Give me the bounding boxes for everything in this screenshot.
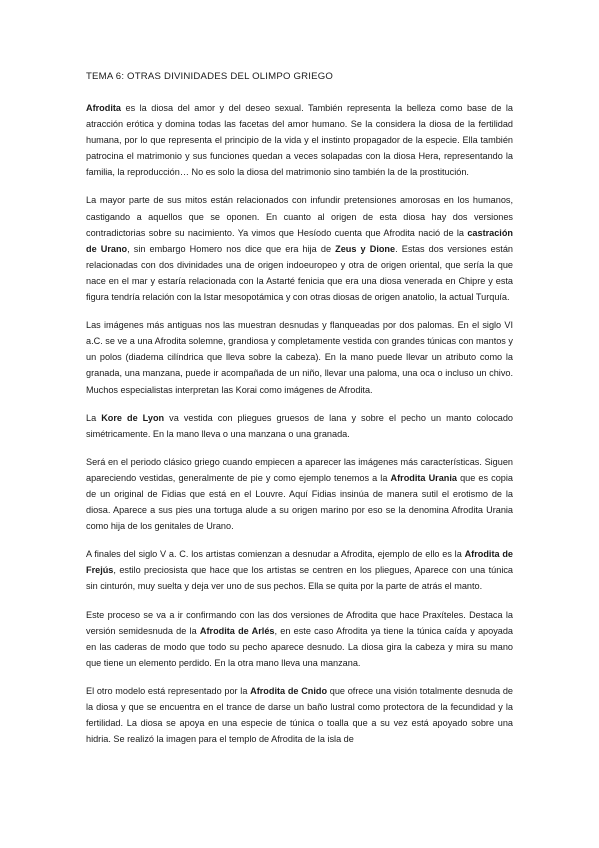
paragraph-afrodita-urania bbox=[86, 454, 513, 534]
text-run: que es copia de un original de Fidias que está en el Louvre. Aquí Fidias insinúa de manera sutil el erotismo de la diosa. Aparece a sus pies una tortuga alude a su origen marino por eso se la denomina Afrodita Urania como hija de los genitales de Urano. bbox=[86, 472, 513, 532]
text-run: . Estas dos versiones están relacionadas con dos divinidades una de origen indoeuropeo y otra de origen oriental, que sería la que nace en el mar y estaría relacionada con la Astarté fenicia que era una diosa venerada en Chipre y esta figura tendría relación con la Istar mesopotámica y con otras diosas de origen anatolio, la actual Turquía. bbox=[86, 243, 513, 303]
text-run: que ofrece una visión totalmente desnuda de la diosa y que se encuentra en el trance de darse un baño lustral como protectora de la fecundidad y la fertilidad. La diosa se apoya en una especie de túnica o toalla que a su vez está apoyado sobre una hidria. Se realizó la imagen para el templo de Afrodita de la isla de bbox=[86, 685, 513, 745]
paragraph-afrodita-cnido bbox=[86, 683, 513, 747]
bold-term: Afrodita de Frejús bbox=[86, 549, 513, 576]
text-run: La mayor parte de sus mitos están relacionados con infundir pretensiones amorosas en los humanos, castigando a aquellos que se oponen. En cuanto al origen de esta diosa hay dos versiones contradictorias sobre su nacimiento. Ya vimos que Hesíodo cuenta que Afrodita nació de la bbox=[86, 195, 513, 238]
text-run: va vestida con pliegues gruesos de lana y sobre el pecho un manto colocado simétricamente. En la mano lleva o una manzana o una granada. bbox=[86, 412, 514, 439]
bold-term: Zeus y Dione bbox=[335, 243, 396, 254]
document-body bbox=[86, 100, 513, 747]
text-run: Las imágenes más antiguas nos las muestran desnudas y flanqueadas por dos palomas. En el siglo VI a.C. se ve a una Afrodita solemne, grandiosa y completamente vestida con grandes túnicas con mantos y un polos (diadema cilíndrica que lleva sobre la cabeza). En la mano puede llevar un atributo como la granada, una manzana, puede ir acompañada de un niño, llevar una paloma, una oca o incluso un chivo. Muchos especialistas interpretan las Korai como imágenes de Afrodita. bbox=[86, 320, 513, 395]
bold-term: Afrodita Urania bbox=[390, 472, 457, 483]
paragraph-kore-de-lyon bbox=[86, 410, 513, 442]
paragraph-mitos-origen bbox=[86, 192, 513, 305]
text-run: es la diosa del amor y del deseo sexual. También representa la belleza como base de la atracción erótica y domina todas las facetas del amor humano. Se la considera la diosa de la fertilidad humana, por lo que representa el principio de la vida y el instinto propagador de la especie. Ella también patrocina el matrimonio y sus funciones quedan a veces solapadas con la diosa Hera, representando la familia, la reproducción… No es solo la diosa del matrimonio sino también la de la prostitución. bbox=[86, 103, 513, 178]
bold-term: castración de Urano bbox=[86, 227, 513, 254]
text-run: , estilo preciosista que hace que los artistas se centren en los pliegues, Aparece con una túnica sin cinturón, muy suelta y deja ver uno de sus pechos. Ella se quita por la parte de atrás el manto. bbox=[86, 565, 513, 592]
bold-term: Afrodita de Arlés bbox=[199, 625, 275, 636]
text-run: Será en el periodo clásico griego cuando empiecen a aparecer las imágenes más características. Siguen apareciendo vestidas, generalmente de pie y como ejemplo tenemos a la bbox=[86, 456, 513, 483]
paragraph-afrodita-intro bbox=[86, 100, 513, 180]
text-run: , sin embargo Homero nos dice que era hija de bbox=[127, 243, 336, 254]
paragraph-afrodita-frejus bbox=[86, 546, 513, 594]
document-title: TEMA 6: OTRAS DIVINIDADES DEL OLIMPO GRIEGO bbox=[86, 71, 334, 82]
bold-term: Afrodita de Cnido bbox=[250, 685, 328, 696]
bold-term: Afrodita bbox=[86, 103, 121, 113]
paragraph-imagenes-antiguas bbox=[86, 317, 513, 397]
text-run: A finales del siglo V a. C. los artistas comienzan a desnudar a Afrodita, ejemplo de ello es la bbox=[86, 549, 465, 560]
paragraph-afrodita-arles bbox=[86, 607, 513, 671]
text-run: , en este caso Afrodita ya tiene la túnica caída y apoyada en las caderas de modo que todo su pecho aparece desnudo. La diosa gira la cabeza y mira su mano que tiene un elemento perdido. En la otra mano lleva una manzana. bbox=[86, 625, 513, 668]
text-run: La bbox=[86, 412, 102, 423]
bold-term: Kore de Lyon bbox=[101, 412, 165, 423]
text-run: El otro modelo está representado por la bbox=[86, 685, 251, 696]
text-run: Este proceso se va a ir confirmando con las dos versiones de Afrodita que hace Praxíteles. Destaca la versión semidesnuda de la bbox=[86, 609, 513, 636]
